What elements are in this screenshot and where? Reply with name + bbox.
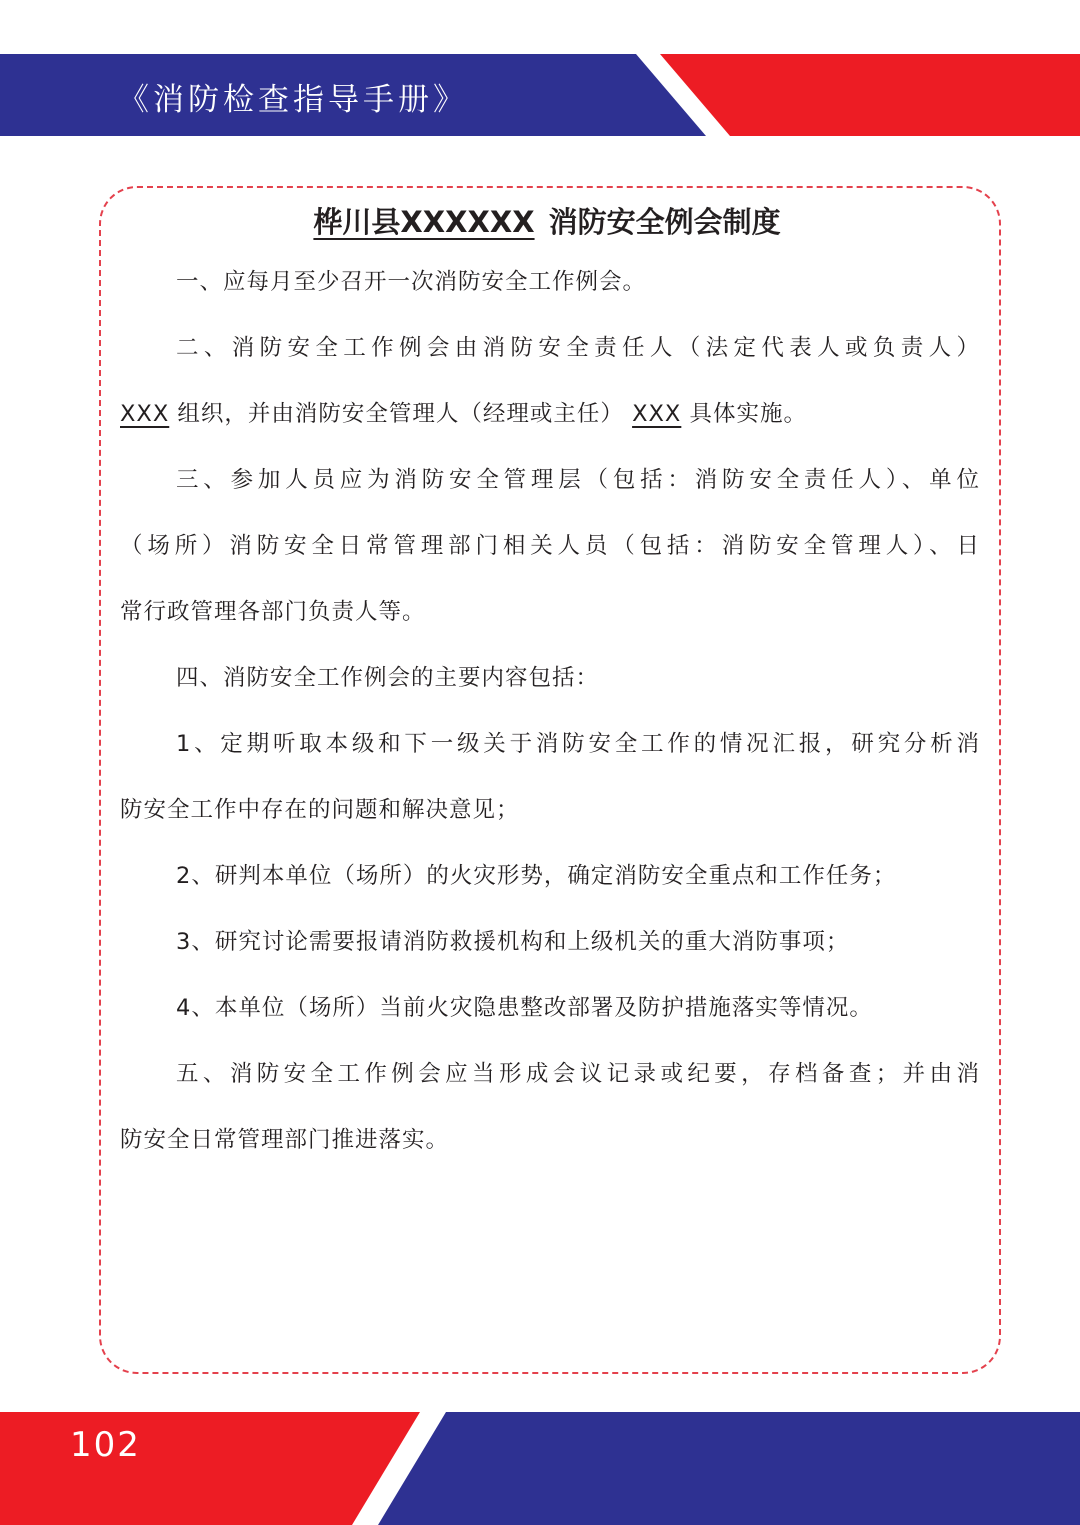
header-red-stripe: [660, 54, 1080, 136]
paragraph-4: 四、消防安全工作例会的主要内容包括：: [176, 665, 600, 691]
paragraph-3-line-1: 三、参加人员应为消防安全管理层（包括：消防安全责任人）、单位: [176, 467, 980, 493]
paragraph-5-line-2: 防安全日常管理部门推进落实。: [120, 1127, 450, 1153]
paragraph-3-line-2: （场所）消防安全日常管理部门相关人员（包括：消防安全管理人）、日: [120, 533, 980, 559]
footer-red-stripe: [0, 1412, 420, 1525]
dashed-content-frame: [99, 186, 1001, 1374]
paragraph-3-line-3: 常行政管理各部门负责人等。: [120, 599, 426, 625]
paragraph-1: 一、应每月至少召开一次消防安全工作例会。: [176, 269, 647, 295]
title-rest: 消防安全例会制度: [548, 205, 781, 239]
paragraph-2-end: 具体实施。: [689, 401, 807, 427]
paragraph-5-line-1: 五、消防安全工作例会应当形成会议记录或纪要，存档备查；并由消: [176, 1061, 980, 1087]
blank-responsible-person: XXX: [120, 401, 170, 427]
item-1-line-1: 1、定期听取本级和下一级关于消防安全工作的情况汇报，研究分析消: [176, 731, 980, 757]
book-title: 《消防检查指导手册》: [118, 82, 468, 118]
page-number-clip: [70, 1412, 150, 1465]
item-2: 2、研判本单位（场所）的火灾形势，确定消防安全重点和工作任务；: [176, 863, 897, 889]
page-number: 102: [70, 1425, 141, 1465]
item-1-line-2: 防安全工作中存在的问题和解决意见；: [120, 797, 520, 823]
paragraph-2-text: 组织，并由消防安全管理人（经理或主任）: [177, 401, 624, 427]
item-3: 3、研究讨论需要报请消防救援机构和上级机关的重大消防事项；: [176, 929, 850, 955]
blank-manager: XXX: [632, 401, 682, 427]
paragraph-2-line-2: [120, 400, 980, 428]
item-4: 4、本单位（场所）当前火灾隐患整改部署及防护措施落实等情况。: [176, 995, 873, 1021]
footer-stripes: [0, 1412, 1080, 1525]
title-blank-county: 桦川县XXXXXX: [313, 205, 535, 239]
footer-blue-stripe: [378, 1412, 1080, 1525]
paragraph-2-line-1: 二、消防安全工作例会由消防安全责任人（法定代表人或负责人）: [176, 335, 980, 361]
document-title: [0, 200, 1080, 241]
footer-band: [0, 1412, 1080, 1525]
